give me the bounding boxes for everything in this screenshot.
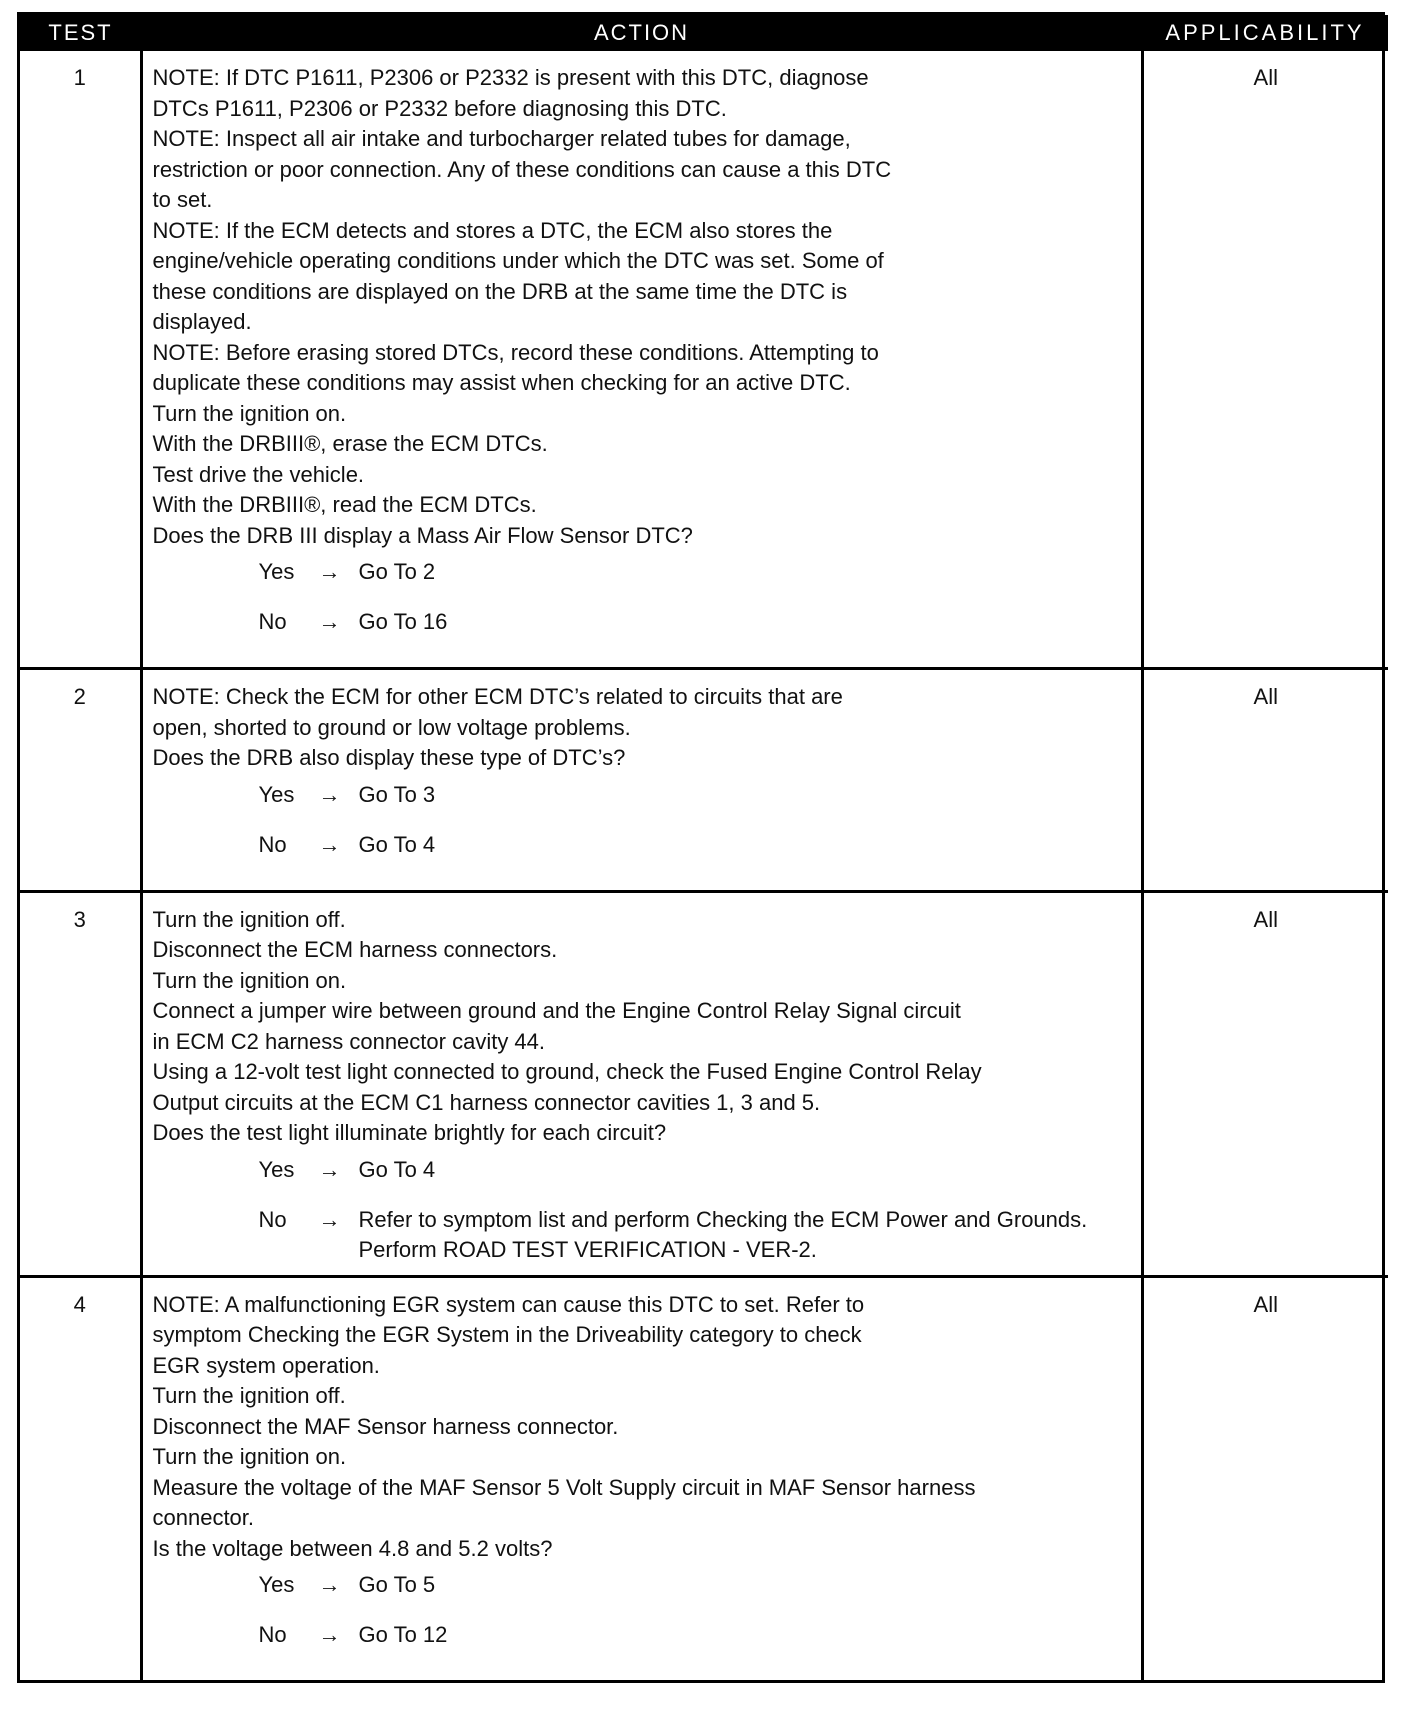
arrow-right-icon: → [318, 1206, 341, 1232]
action-line: NOTE: Check the ECM for other ECM DTC’s related to circuits that are [152, 684, 843, 709]
applicability-value: All [1142, 1276, 1388, 1680]
action-line: duplicate these conditions may assist when checking for an active DTC. [152, 370, 851, 395]
branch-list [153, 1570, 1133, 1670]
action-line: Turn the ignition off. [152, 906, 346, 932]
header-test: TEST [20, 15, 141, 51]
branch-no [259, 607, 1133, 657]
branch-label: Yes [258, 781, 295, 807]
test-number: 4 [20, 1276, 141, 1680]
branch-target [359, 607, 1133, 637]
action-line: Does the DRB also display these type of DTC’s? [152, 745, 626, 770]
table-row [20, 1276, 1388, 1680]
action-line: Turn the ignition on. [152, 400, 347, 426]
branch-target [359, 830, 1133, 860]
branch-target-line: Go To 4 [358, 1156, 436, 1182]
action-line: Does the test light illuminate brightly for each circuit? [152, 1120, 667, 1145]
table-row [20, 51, 1388, 669]
action-line: NOTE: If DTC P1611, P2306 or P2332 is present with this DTC, diagnose [152, 65, 869, 90]
branch-target [359, 557, 1133, 587]
branch-list [153, 557, 1133, 657]
action-line: Connect a jumper wire between ground and the Engine Control Relay Signal circuit [152, 998, 961, 1023]
branch-target [359, 780, 1133, 810]
action-line: NOTE: Before erasing stored DTCs, record these conditions. Attempting to [152, 339, 879, 365]
action-line: NOTE: If the ECM detects and stores a DTC, the ECM also stores the [152, 217, 833, 243]
branch-no [259, 1620, 1133, 1670]
branch-target-line: Refer to symptom list and perform Checking the ECM Power and Grounds. [358, 1206, 1088, 1232]
arrow-right-icon: → [318, 1572, 341, 1597]
action-line: Disconnect the ECM harness connectors. [152, 937, 558, 962]
arrow-right-icon: → [318, 831, 341, 857]
test-number: 2 [20, 669, 141, 892]
header-row [20, 15, 1388, 51]
arrow-right-icon: → [318, 781, 341, 807]
action-cell [141, 891, 1142, 1276]
branch-label: Yes [258, 1156, 295, 1182]
applicability-value: All [1142, 51, 1388, 669]
table-row [20, 891, 1388, 1276]
branch-target-line: Go To 16 [358, 609, 448, 634]
branch-label: No [258, 831, 287, 857]
action-cell [141, 1276, 1142, 1680]
branch-target [359, 1620, 1133, 1650]
arrow-right-icon: → [318, 1156, 341, 1182]
action-line: to set. [152, 187, 213, 212]
action-line: in ECM C2 harness connector cavity 44. [152, 1028, 546, 1054]
action-line: Does the DRB III display a Mass Air Flow Sensor DTC? [152, 522, 693, 548]
applicability-value: All [1142, 891, 1388, 1276]
branch-yes [259, 1570, 1133, 1620]
action-line: symptom Checking the EGR System in the Driveability category to check [152, 1322, 862, 1347]
action-line: Measure the voltage of the MAF Sensor 5 Volt Supply circuit in MAF Sensor harness [152, 1474, 976, 1500]
action-line: NOTE: Inspect all air intake and turbocharger related tubes for damage, [152, 126, 851, 151]
action-line: DTCs P1611, P2306 or P2332 before diagnosing this DTC. [152, 95, 727, 121]
branch-target [359, 1155, 1133, 1185]
branch-label: No [258, 1622, 287, 1647]
branch-yes [259, 780, 1133, 830]
action-line: With the DRBIII®, read the ECM DTCs. [152, 492, 537, 517]
applicability-value: All [1142, 669, 1388, 892]
action-line: engine/vehicle operating conditions under which the DTC was set. Some of [152, 248, 884, 273]
header-applicability: APPLICABILITY [1142, 15, 1388, 51]
table-row [20, 669, 1388, 892]
action-line: Using a 12-volt test light connected to ground, check the Fused Engine Control Relay [152, 1059, 982, 1084]
branch-target-line: Go To 2 [358, 559, 436, 584]
action-line: NOTE: A malfunctioning EGR system can cause this DTC to set. Refer to [152, 1291, 865, 1317]
action-line: connector. [152, 1505, 255, 1530]
branch-target-line: Go To 4 [358, 831, 436, 857]
diagnostic-test-table [17, 12, 1385, 1683]
test-number: 1 [20, 51, 141, 669]
arrow-right-icon: → [318, 559, 341, 584]
branch-yes [259, 557, 1133, 607]
action-cell [141, 51, 1142, 669]
test-table [20, 15, 1388, 1680]
action-line: these conditions are displayed on the DRB at the same time the DTC is [152, 278, 848, 304]
branch-label: Yes [258, 559, 295, 584]
action-line: open, shorted to ground or low voltage problems. [152, 714, 631, 740]
branch-list [153, 1155, 1133, 1265]
branch-list [153, 780, 1133, 880]
action-line: Test drive the vehicle. [152, 461, 365, 487]
action-line: EGR system operation. [152, 1352, 380, 1378]
branch-target-line: Go To 5 [358, 1572, 436, 1597]
branch-label: No [258, 1206, 287, 1232]
branch-label: No [258, 609, 287, 634]
header-action: ACTION [141, 15, 1142, 51]
branch-target [359, 1570, 1133, 1600]
table-body [20, 51, 1388, 1680]
action-line: Is the voltage between 4.8 and 5.2 volts? [152, 1535, 553, 1561]
branch-target [359, 1205, 1133, 1265]
branch-label: Yes [258, 1572, 295, 1597]
action-line: With the DRBIII®, erase the ECM DTCs. [152, 431, 548, 456]
arrow-right-icon: → [318, 1622, 341, 1647]
action-line: displayed. [152, 309, 252, 334]
action-line: Disconnect the MAF Sensor harness connector. [152, 1413, 619, 1439]
test-number: 3 [20, 891, 141, 1276]
action-line: restriction or poor connection. Any of these conditions can cause a this DTC [152, 156, 892, 182]
action-line: Turn the ignition off. [152, 1383, 346, 1408]
branch-target-line: Perform ROAD TEST VERIFICATION - VER-2. [358, 1236, 817, 1262]
branch-yes [259, 1155, 1133, 1205]
arrow-right-icon: → [318, 609, 341, 634]
branch-target-line: Go To 12 [358, 1622, 448, 1647]
action-cell [141, 669, 1142, 892]
action-line: Output circuits at the ECM C1 harness connector cavities 1, 3 and 5. [152, 1089, 821, 1115]
action-line: Turn the ignition on. [152, 967, 347, 993]
branch-target-line: Go To 3 [358, 781, 436, 807]
branch-no [259, 830, 1133, 880]
branch-no [259, 1205, 1133, 1265]
action-line: Turn the ignition on. [152, 1444, 347, 1469]
